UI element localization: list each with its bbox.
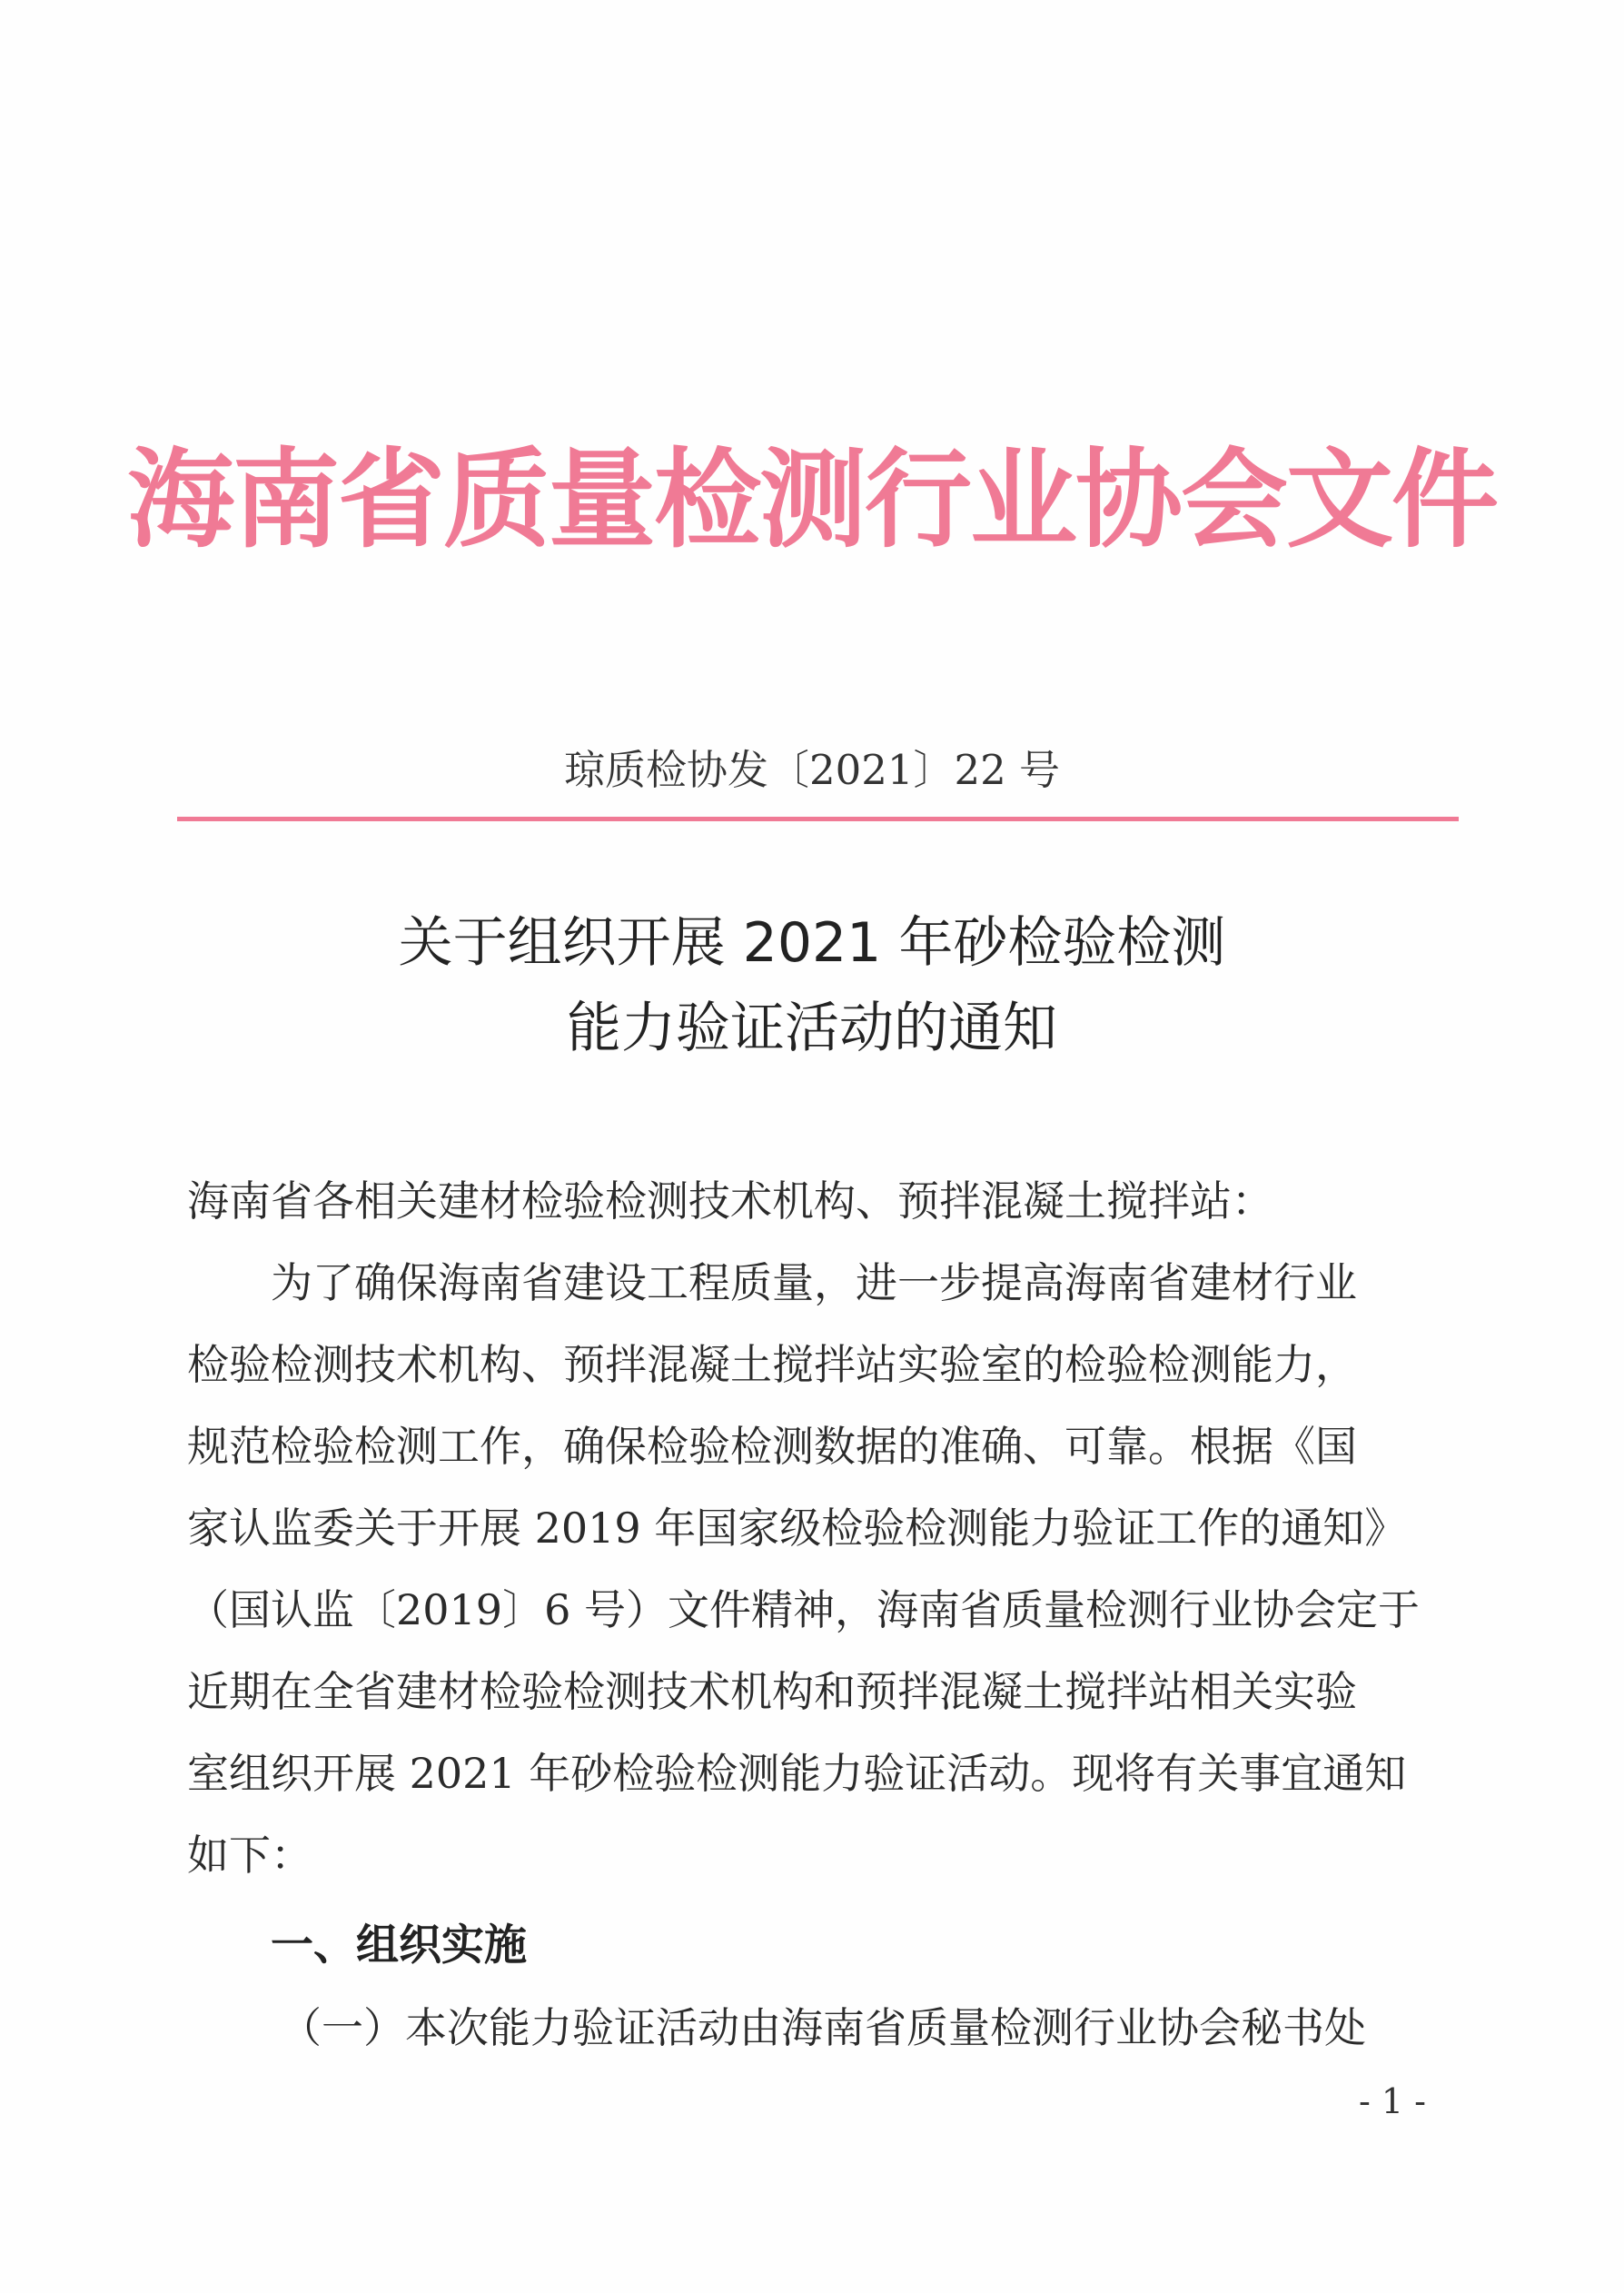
paragraph-line: （国认监〔2019〕6 号）文件精神，海南省质量检测行业协会定于 xyxy=(187,1585,1420,1634)
paragraph-line: 如下： xyxy=(187,1831,312,1880)
paragraph-line: 家认监委关于开展 2019 年国家级检验检测能力验证工作的通知》 xyxy=(187,1504,1407,1553)
notice-title-line-2: 能力验证活动的通知 xyxy=(567,997,1057,1060)
paragraph-line: 为了确保海南省建设工程质量，进一步提高海南省建材行业 xyxy=(271,1258,1357,1307)
page-number: - 1 - xyxy=(1358,2081,1426,2121)
notice-title-line-1: 关于组织开展 2021 年砂检验检测 xyxy=(398,911,1226,975)
paragraph-line: 室组织开展 2021 年砂检验检测能力验证活动。现将有关事宜通知 xyxy=(187,1749,1407,1798)
item-line: （一）本次能力验证活动由海南省质量检测行业协会秘书处 xyxy=(280,2003,1366,2052)
salutation: 海南省各相关建材检验检测技术机构、预拌混凝土搅拌站： xyxy=(187,1176,1273,1226)
masthead-title: 海南省质量检测行业协会文件 xyxy=(126,436,1497,562)
paragraph-line: 近期在全省建材检验检测技术机构和预拌混凝土搅拌站相关实验 xyxy=(187,1667,1357,1716)
paragraph-line: 检验检测技术机构、预拌混凝土搅拌站实验室的检验检测能力， xyxy=(187,1340,1357,1389)
document-number: 琼质检协发〔2021〕22 号 xyxy=(563,746,1061,794)
red-divider-line xyxy=(177,817,1459,821)
paragraph-line: 规范检验检测工作，确保检验检测数据的准确、可靠。根据《国 xyxy=(187,1422,1357,1471)
section-heading: 一、组织实施 xyxy=(271,1921,527,1970)
